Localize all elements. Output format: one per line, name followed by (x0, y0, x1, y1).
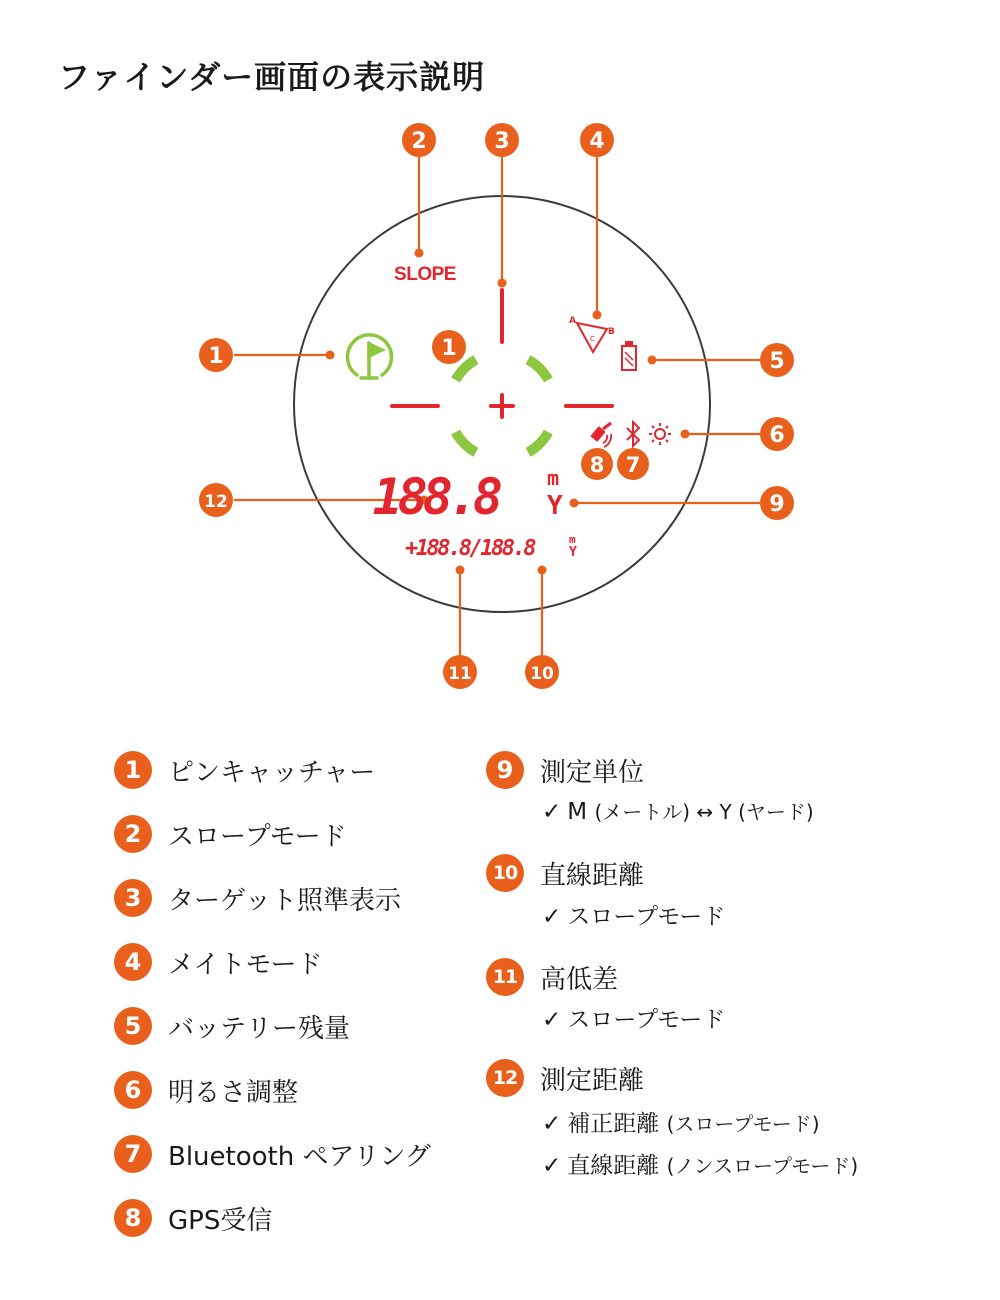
legend-badge-3: 3 (114, 879, 152, 917)
legend-item-10 (486, 854, 644, 892)
legend-item-5 (114, 1007, 350, 1045)
main-distance-digits: 188.8 (372, 468, 498, 526)
leader-dot-11 (456, 566, 465, 575)
legend-label-4: メイトモード (168, 949, 323, 980)
legend-sub-10-1 (542, 898, 725, 931)
legend-item-9 (486, 751, 644, 789)
mate-label-c: C (590, 335, 595, 343)
legend-item-6 (114, 1071, 298, 1109)
page-title: ファインダー画面の表示説明 (58, 58, 486, 96)
main-unit-m: m (547, 466, 560, 490)
legend-sub-note: (メートル) ↔ Y (ヤード) (594, 800, 814, 824)
callout-num-11: 11 (448, 664, 472, 684)
legend-sub-9-1 (542, 796, 814, 825)
legend-sub-main: M (567, 799, 595, 825)
legend-item-2 (114, 815, 347, 853)
legend-label-12: 測定距離 (540, 1065, 645, 1096)
legend-badge-11: 11 (486, 958, 524, 996)
check-icon: ✓ (542, 1153, 562, 1179)
legend-item-1 (114, 751, 375, 789)
legend-item-8 (114, 1199, 272, 1237)
legend-sub-note: (スロープモード) (666, 1112, 820, 1136)
legend-sub-note: (ノンスロープモード) (666, 1154, 859, 1178)
leader-dot-5 (648, 356, 657, 365)
legend-sub-11-1 (542, 1001, 725, 1034)
slope-indicator: SLOPE (394, 264, 456, 285)
legend-badge-1: 1 (114, 751, 152, 789)
gps-satellite-icon (591, 423, 611, 447)
check-icon: ✓ (542, 1111, 562, 1137)
callout-num-2: 2 (411, 129, 427, 154)
legend-label-7: Bluetooth ペアリング (168, 1141, 431, 1172)
legend-label-3: ターゲット照準表示 (168, 885, 401, 916)
legend-badge-5: 5 (114, 1007, 152, 1045)
finder-diagram (0, 110, 1000, 700)
leader-dot-9 (570, 499, 579, 508)
leader-dot-2 (415, 249, 424, 258)
check-icon: ✓ (542, 1007, 562, 1033)
sub-distance-readout (405, 533, 577, 561)
legend-label-8: GPS受信 (168, 1205, 273, 1236)
legend-badge-6: 6 (114, 1071, 152, 1109)
bluetooth-icon (627, 422, 639, 446)
sub-unit-m: m (569, 533, 576, 546)
legend-label-11: 高低差 (540, 964, 619, 995)
legend-badge-7: 7 (114, 1135, 152, 1173)
sub-unit-y: Y (569, 545, 577, 560)
leader-dot-4 (593, 311, 602, 320)
legend-sub-12-1 (542, 1105, 820, 1138)
legend-label-1: ピンキャッチャー (168, 757, 376, 788)
callout-num-3: 3 (494, 129, 510, 154)
callout-num-10: 10 (530, 664, 554, 684)
legend-label-10: 直線距離 (540, 860, 645, 891)
legend-badge-8: 8 (114, 1199, 152, 1237)
brightness-icon (649, 423, 671, 445)
target-crosshair (392, 290, 612, 417)
legend-label-9: 測定単位 (540, 757, 645, 788)
legend-badge-10: 10 (486, 854, 524, 892)
sub-distance-digits: +188.8/188.8 (405, 536, 534, 561)
callout-num-1: 1 (208, 344, 224, 369)
leader-dot-6 (681, 430, 690, 439)
legend-item-3 (114, 879, 401, 917)
legend-sub-12-2 (542, 1147, 858, 1180)
legend-sub-main: スロープモード (567, 1007, 726, 1033)
callout-num-4: 4 (589, 129, 605, 154)
leader-dot-10 (538, 566, 547, 575)
legend-sub-main: 直線距離 (567, 1153, 667, 1179)
legend-label-2: スロープモード (168, 821, 347, 852)
legend-item-7 (114, 1135, 431, 1173)
pin-catcher-icon (348, 335, 392, 378)
callout-num-center-1: 1 (441, 336, 457, 361)
callout-num-12: 12 (204, 492, 228, 512)
legend-badge-9: 9 (486, 751, 524, 789)
callout-num-6: 6 (769, 423, 785, 448)
legend-badge-4: 4 (114, 943, 152, 981)
legend-badge-12: 12 (486, 1059, 524, 1097)
legend-label-6: 明るさ調整 (168, 1077, 299, 1108)
callout-num-9: 9 (769, 492, 785, 517)
leader-dot-3 (498, 279, 507, 288)
callout-num-8: 8 (589, 453, 605, 477)
callout-num-5: 5 (769, 349, 785, 374)
legend-item-4 (114, 943, 322, 981)
mate-label-a: A (569, 316, 576, 326)
callout-num-7: 7 (625, 453, 641, 477)
legend-sub-main: 補正距離 (567, 1111, 667, 1137)
leader-dot-1 (326, 351, 335, 360)
battery-icon (622, 342, 636, 370)
mate-mode-icon (569, 316, 615, 352)
legend-item-11 (486, 958, 618, 996)
mate-label-b: B (608, 327, 615, 337)
check-icon: ✓ (542, 904, 562, 930)
legend-label-5: バッテリー残量 (168, 1013, 351, 1044)
legend-sub-main: スロープモード (567, 904, 726, 930)
legend-badge-2: 2 (114, 815, 152, 853)
check-icon: ✓ (542, 799, 562, 825)
main-distance-readout (372, 466, 563, 526)
legend-item-12 (486, 1059, 644, 1097)
main-unit-y: Y (547, 491, 563, 521)
